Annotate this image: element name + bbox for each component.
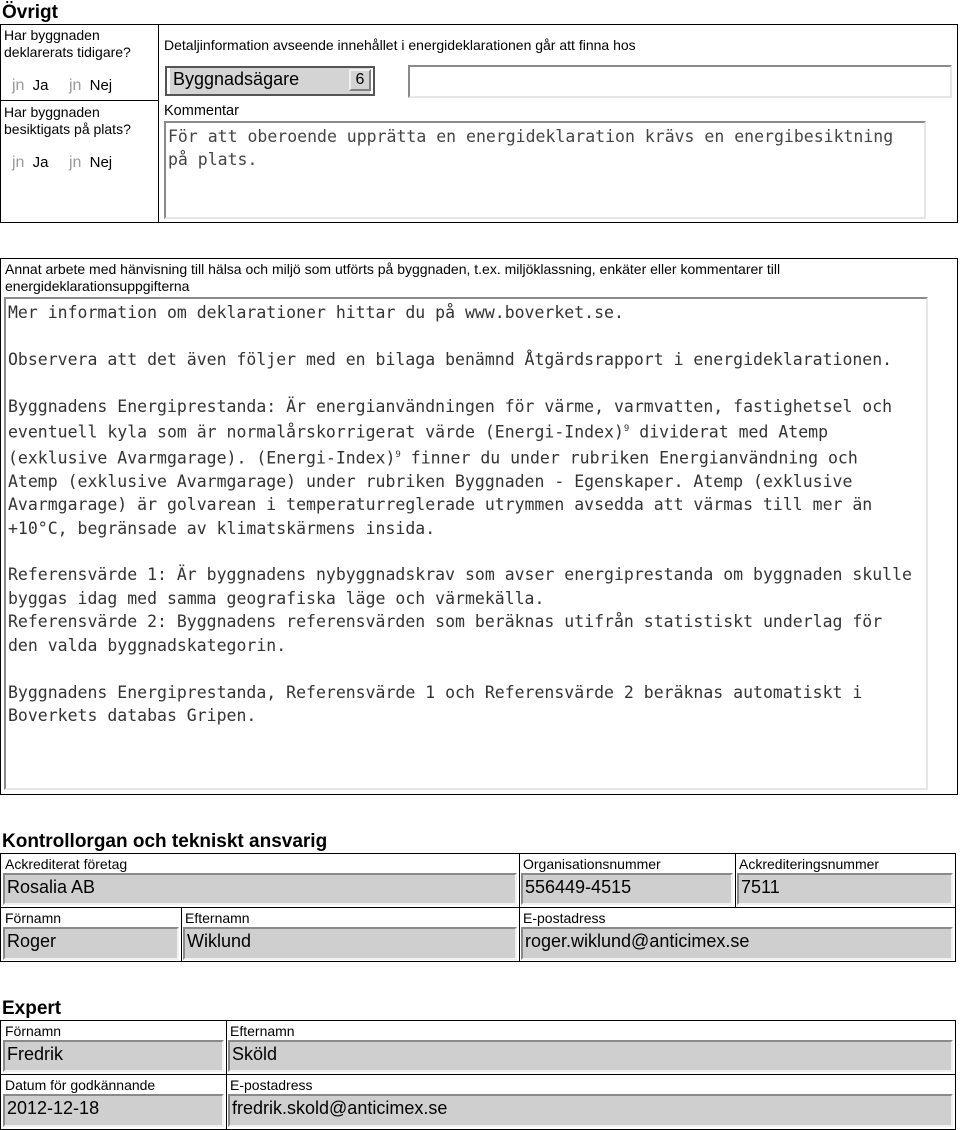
radio-ja-deklarerats[interactable]: jn Ja	[12, 77, 49, 94]
annat-label: Annat arbete med hänvisning till hälsa och miljö som utförts på byggnaden, t.ex. miljöklassning, enkäter eller kommentarer till energideklarationsuppgifterna	[5, 261, 781, 294]
expert-epost-field[interactable]: fredrik.skold@anticimex.se	[228, 1094, 953, 1127]
section-heading-kontrollorgan: Kontrollorgan och tekniskt ansvarig	[2, 831, 328, 852]
orgnr-field[interactable]: 556449-4515	[521, 873, 733, 905]
detail-info-select[interactable]	[165, 66, 375, 96]
detail-info-other-field[interactable]	[408, 65, 952, 98]
ackr-foretag-field[interactable]: Rosalia AB	[3, 873, 517, 905]
kontroll-efternamn-field[interactable]: Wiklund	[183, 927, 517, 960]
expert-fornamn-label: Förnamn	[5, 1023, 62, 1039]
radio-button-icon: jn	[69, 154, 82, 171]
radio-button-icon: jn	[12, 77, 25, 94]
question-besiktigats-pa-plats: Har byggnaden besiktigats på plats?	[4, 104, 131, 137]
datum-godkannande-label: Datum för godkännande	[5, 1077, 156, 1093]
kommentar-label: Kommentar	[164, 103, 239, 119]
radio-nej-besiktigats[interactable]: jn Nej	[69, 154, 113, 171]
expert-epost-label: E-postadress	[230, 1077, 313, 1093]
section-heading-expert: Expert	[2, 998, 62, 1019]
radio-ja-besiktigats[interactable]: jn Ja	[12, 154, 49, 171]
dropdown-arrow-icon[interactable]: 6	[349, 69, 371, 91]
ackr-foretag-label: Ackrediterat företag	[5, 856, 128, 872]
kommentar-textarea[interactable]: För att oberoende upprätta en energideklaration krävs en energibesiktning på plats.	[164, 121, 926, 219]
radio-nej-deklarerats[interactable]: jn Nej	[69, 77, 113, 94]
radio-button-icon: jn	[12, 154, 25, 171]
kontroll-epost-field[interactable]: roger.wiklund@anticimex.se	[521, 927, 953, 960]
ackrnr-label: Ackrediteringsnummer	[739, 856, 880, 872]
question-deklarerats-tidigare: Har byggnaden deklarerats tidigare?	[4, 27, 131, 60]
kontroll-efternamn-label: Efternamn	[185, 910, 250, 926]
orgnr-label: Organisationsnummer	[523, 856, 661, 872]
annat-text: Mer information om deklarationer hittar du på www.boverket.se. Observera att det även följer med en bilaga benämnd Åtgärdsrapport i energideklarationen. Byggnadens Energiprestanda: Är energianvändningen för värme, varmvatten, fastighetsel och eventuell kyla som är normalårskorrigerat värde (Energi-Index)$^9$ dividerat med Atemp (exklusive Avarmgarage). (Energi-Index)$^9$ finner du under rubriken Energianvändning och Atemp (exklusive Avarmgarage) under rubriken Byggnaden - Egenskaper. Atemp (exklusive Avarmgarage) är golvarean i temperaturreglerade utrymmen avsedda att värmas till mer än +10°C, begränsade av klimatskärmens insida. Referensvärde 1: Är byggnadens nybyggnadskrav som avser energiprestanda om byggnaden skulle byggas idag med samma geografiska läge och värmekälla. Referensvärde 2: Byggnadens referensvärden som beräknas utifrån statistiskt underlag för den valda byggnadskategorin. Byggnadens Energiprestanda, Referensvärde 1 och Referensvärde 2 beräknas automatiskt i Boverkets databas Gripen.	[8, 303, 912, 725]
expert-efternamn-label: Efternamn	[230, 1023, 295, 1039]
expert-fornamn-field[interactable]: Fredrik	[3, 1040, 224, 1072]
kontroll-epost-label: E-postadress	[523, 910, 606, 926]
annat-textarea[interactable]	[4, 297, 928, 790]
kontroll-fornamn-label: Förnamn	[5, 910, 62, 926]
datum-godkannande-field[interactable]: 2012-12-18	[3, 1094, 224, 1127]
section-heading-ovrigt: Övrigt	[2, 2, 58, 23]
kontroll-fornamn-field[interactable]: Roger	[3, 927, 179, 960]
ackrnr-field[interactable]: 7511	[737, 873, 953, 905]
select-value: Byggnadsägare	[173, 69, 300, 89]
radio-button-icon: jn	[69, 77, 82, 94]
detail-info-label: Detaljinformation avseende innehållet i energideklarationen går att finna hos	[164, 37, 636, 53]
expert-efternamn-field[interactable]: Sköld	[228, 1040, 953, 1072]
